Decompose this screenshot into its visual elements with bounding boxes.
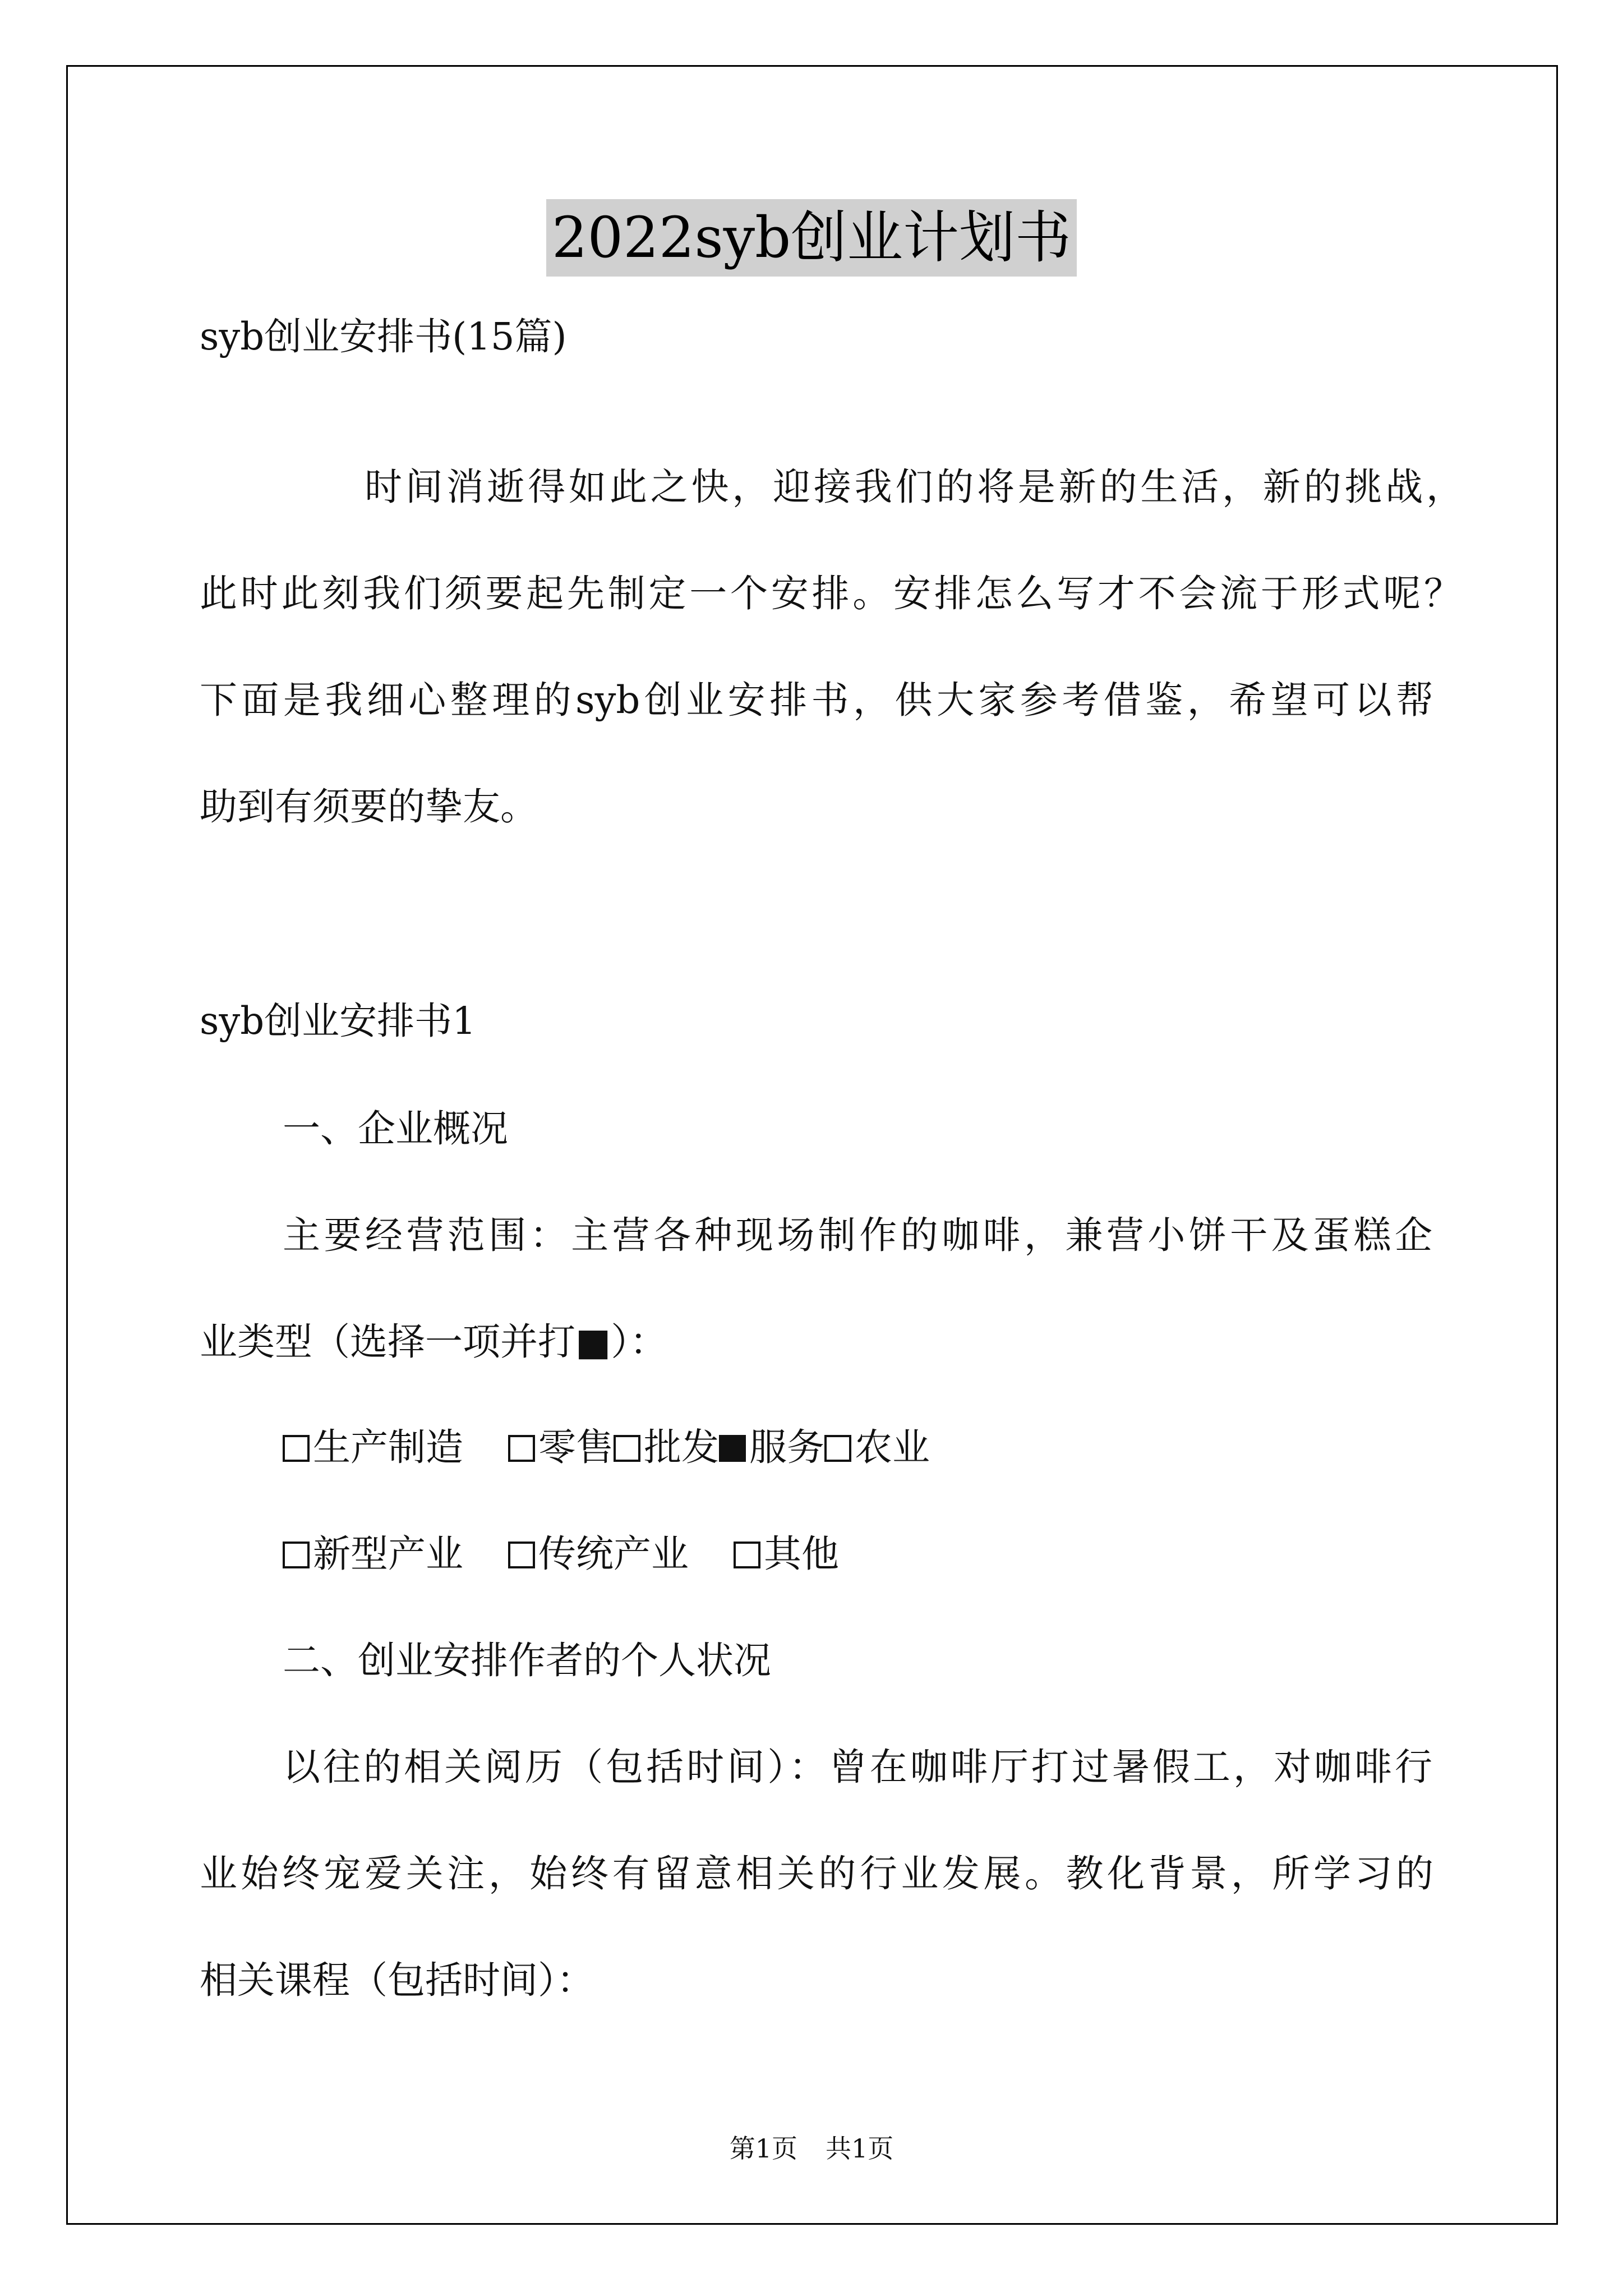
intro-line-4: 助到有须要的挚友。	[200, 785, 538, 829]
intro-line-1: 时间消逝得如此之快，迎接我们的将是新的生活，新的挑战，	[365, 465, 1464, 509]
document-title: 2022syb创业计划书	[546, 199, 1077, 277]
checkbox[interactable]	[508, 1542, 535, 1568]
page-total: 共1页	[826, 2133, 894, 2164]
options-row-1	[283, 1425, 930, 1470]
option-traditional-industry[interactable]: 传统产业	[508, 1531, 689, 1576]
checkbox[interactable]	[734, 1542, 760, 1568]
experience-line-2: 业始终宠爱关注，始终有留意相关的行业发展。教化背景，所学习的	[200, 1852, 1433, 1895]
document-subtitle: syb创业安排书(15篇)	[200, 315, 567, 358]
option-wholesale[interactable]: 批发	[614, 1425, 719, 1470]
part1-heading: 一、企业概况	[283, 1107, 508, 1151]
experience-line-3: 相关课程（包括时间）：	[200, 1958, 594, 2002]
checkbox[interactable]	[283, 1542, 310, 1568]
checkbox-checked[interactable]	[719, 1435, 746, 1462]
checkbox[interactable]	[824, 1435, 851, 1462]
scope-line-2: 业类型（选择一项并打■）：	[200, 1320, 667, 1364]
page-footer	[0, 2132, 1623, 2165]
option-agriculture[interactable]: 农业	[824, 1425, 930, 1470]
section-heading: syb创业安排书1	[200, 999, 476, 1043]
checkbox[interactable]	[614, 1435, 640, 1462]
scope-line-1: 主要经营范围：主营各种现场制作的咖啡，兼营小饼干及蛋糕企	[283, 1213, 1432, 1257]
checkbox[interactable]	[508, 1435, 535, 1462]
option-production[interactable]: 生产制造	[283, 1425, 463, 1470]
checkbox[interactable]	[283, 1435, 310, 1462]
experience-line-1: 以往的相关阅历（包括时间）：曾在咖啡厅打过暑假工，对咖啡行	[283, 1745, 1432, 1789]
page-number: 第1页	[729, 2133, 797, 2164]
intro-line-2: 此时此刻我们须要起先制定一个安排。安排怎么写才不会流于形式呢？	[200, 572, 1461, 615]
option-retail[interactable]: 零售	[508, 1425, 614, 1470]
option-service[interactable]: 服务	[719, 1425, 824, 1470]
part2-heading: 二、创业安排作者的个人状况	[283, 1639, 771, 1682]
options-row-2	[283, 1531, 839, 1576]
option-other[interactable]: 其他	[734, 1531, 839, 1576]
option-new-industry[interactable]: 新型产业	[283, 1531, 463, 1576]
intro-line-3: 下面是我细心整理的syb创业安排书，供大家参考借鉴，希望可以帮	[200, 678, 1433, 722]
